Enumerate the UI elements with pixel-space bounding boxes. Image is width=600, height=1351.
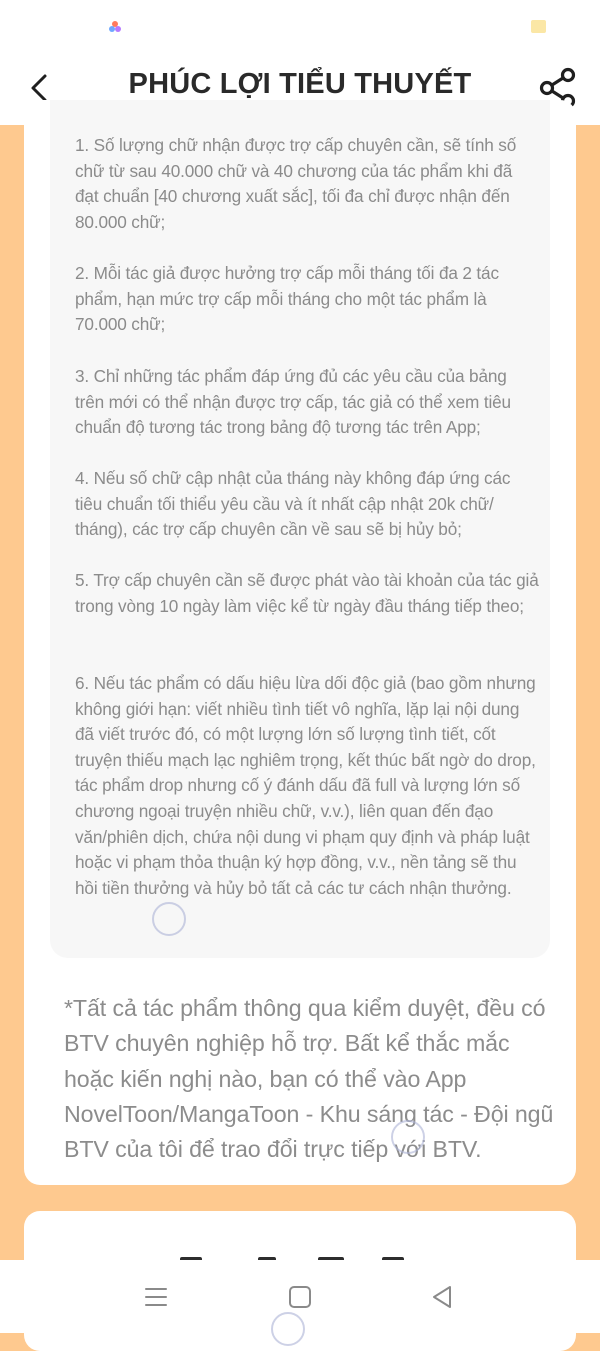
- home-button[interactable]: [284, 1281, 316, 1313]
- touch-indicator: [152, 902, 186, 936]
- rule-item-5: 5. Trợ cấp chuyên cần sẽ được phát vào tài khoản của tác giả trong vòng 10 ngày làm việc kể từ ngày đầu tháng tiếp theo;: [75, 570, 539, 616]
- content-card: [24, 100, 576, 1185]
- page-title: PHÚC LỢI TIỂU THUYẾT: [128, 68, 472, 100]
- triangle-back-icon: [434, 1287, 450, 1307]
- status-bar: [0, 0, 600, 52]
- rule-item-2: 2. Mỗi tác giả được hưởng trợ cấp mỗi tháng tối đa 2 tác phẩm, hạn mức trợ cấp mỗi tháng cho một tác phẩm là 70.000 chữ;: [75, 263, 499, 335]
- rule-item-6: 6. Nếu tác phẩm có dấu hiệu lừa dối độc giả (bao gồm nhưng không giới hạn: viết nhiều tình tiết vô nghĩa, lặp lại nội dung đã viết trước đó, có một lượng lớn số lượng tình tiết, cốt truyện thiếu mạch lạc nghiêm trọng, kết thúc bất ngờ do drop, tác phẩm drop nhưng cố ý đánh dấu đã full và lượng lớn số chương ngoại truyện nhiều chữ, v.v.), liên quan đến đạo văn/phiên dịch, chứa nội dung vi phạm quy định và pháp luật hoặc vi phạm thỏa thuận ký hợp đồng, v.v., nền tảng sẽ thu hồi tiền thưởng và hủy bỏ tất cả các tư cách nhận thưởng.: [75, 673, 536, 898]
- rule-item-1: 1. Số lượng chữ nhận được trợ cấp chuyên cần, sẽ tính số chữ từ sau 40.000 chữ và 40 chương của tác phẩm khi đã đạt chuẩn [40 chương xuất sắc], tối đa chỉ được nhận đến 80.000 chữ;: [75, 135, 517, 232]
- recent-apps-button[interactable]: [140, 1281, 172, 1313]
- editor-support-note: *Tất cả tác phẩm thông qua kiểm duyệt, đều có BTV chuyên nghiệp hỗ trợ. Bất kể thắc mắc hoặc kiến nghị nào, bạn có thể vào App NovelToon/MangaToon - Khu sáng tác - Đội ngũ BTV của tôi để trao đổi trực tiếp với BTV.: [64, 995, 554, 1163]
- battery-icon: [531, 20, 546, 33]
- system-back-button[interactable]: [426, 1281, 458, 1313]
- rule-item-4: 4. Nếu số chữ cập nhật của tháng này không đáp ứng các tiêu chuẩn tối thiểu yêu cầu và ít nhất cập nhật 20k chữ/ tháng), các trợ cấp chuyên cần về sau sẽ bị hủy bỏ;: [75, 468, 511, 540]
- touch-indicator: [271, 1312, 305, 1346]
- app-notification-icon: [108, 20, 122, 34]
- chevron-left-icon: [33, 76, 45, 100]
- rules-box: [50, 100, 550, 958]
- square-home-icon: [290, 1287, 310, 1307]
- touch-indicator: [391, 1120, 425, 1154]
- system-nav-bar: [0, 1260, 600, 1333]
- rule-item-3: 3. Chỉ những tác phẩm đáp ứng đủ các yêu cầu của bảng trên mới có thể nhận được trợ cấp, tác giả có thể xem tiêu chuẩn độ tương tác trong bảng độ tương tác trên App;: [75, 366, 511, 438]
- menu-icon: [146, 1289, 166, 1305]
